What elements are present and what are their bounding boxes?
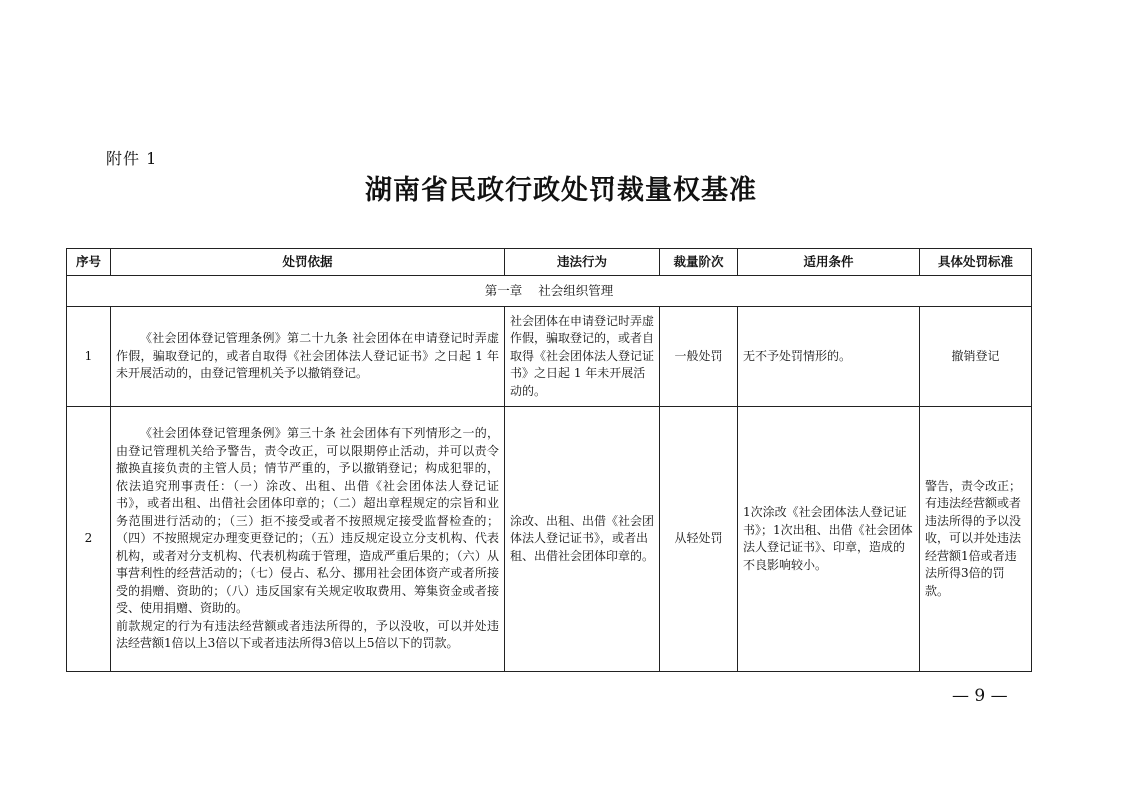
penalty-standard-cell: 撤销登记 xyxy=(920,307,1032,407)
document-title: 湖南省民政行政处罚裁量权基准 xyxy=(365,175,757,206)
header-penalty-basis: 处罚依据 xyxy=(111,249,505,276)
violation-cell: 涂改、出租、出借《社会团体法人登记证书》，或者出租、出借社会团体印章的。 xyxy=(505,407,660,672)
condition-cell: 无不予处罚情形的。 xyxy=(738,307,920,407)
header-penalty-standard: 具体处罚标准 xyxy=(920,249,1032,276)
penalty-table xyxy=(66,248,1032,672)
penalty-basis-text: 《社会团体登记管理条例》第三十条 社会团体有下列情形之一的，由登记管理机关给予警告，责令改正，可以限期停止活动，并可以责令撤换直接负责的主管人员；情节严重的，予以撤销登记；构成犯罪的，依法追究刑事责任：（一）涂改、出租、出借《社会团体法人登记证书》，或者出租、出借社会团体印章的；（二）超出章程规定的宗旨和业务范围进行活动的；（三）拒不接受或者不按照规定接受监督检查的；（四）不按照规定办理变更登记的；（五）违反规定设立分支机构、代表机构，或者对分支机构、代表机构疏于管理，造成严重后果的；（六）从事营利性的经营活动的；（七）侵占、私分、挪用社会团体资产或者所接受的捐赠、资助的；（八）违反国家有关规定收取费用、筹集资金或者接受、使用捐赠、资助的。 xyxy=(116,426,499,616)
table-header-row xyxy=(67,249,1032,276)
header-discretion-level: 裁量阶次 xyxy=(660,249,738,276)
penalty-standard-cell: 警告，责令改正；有违法经营额或者违法所得的予以没收，可以并处违法经营额1倍或者违法所得3倍的罚款。 xyxy=(920,407,1032,672)
header-applicable-condition: 适用条件 xyxy=(738,249,920,276)
condition-cell: 1次涂改《社会团体法人登记证书》；1次出租、出借《社会团体法人登记证书》、印章，造成的不良影响较小。 xyxy=(738,407,920,672)
row-number: 2 xyxy=(67,407,111,672)
table-row xyxy=(67,407,1032,672)
page-number: — 9 — xyxy=(952,686,1008,706)
attachment-label: 附件 1 xyxy=(106,149,158,168)
header-violation: 违法行为 xyxy=(505,249,660,276)
table-row xyxy=(67,307,1032,407)
penalty-basis-cell xyxy=(111,407,505,672)
penalty-basis-extra: 前款规定的行为有违法经营额或者违法所得的，予以没收，可以并处违法经营额1倍以上3倍以下或者违法所得3倍以上5倍以下的罚款。 xyxy=(116,618,499,651)
discretion-level-cell: 一般处罚 xyxy=(660,307,738,407)
chapter-label: 第一章 社会组织管理 xyxy=(484,283,614,299)
penalty-basis-cell xyxy=(111,307,505,407)
header-serial-number: 序号 xyxy=(67,249,111,276)
penalty-basis-text: 《社会团体登记管理条例》第二十九条 社会团体在申请登记时弄虚作假，骗取登记的，或者自取得《社会团体法人登记证书》之日起 1 年未开展活动的，由登记管理机关予以撤销登记。 xyxy=(116,331,499,381)
violation-cell: 社会团体在申请登记时弄虚作假，骗取登记的，或者自取得《社会团体法人登记证书》之日起 1 年未开展活动的。 xyxy=(505,307,660,407)
row-number: 1 xyxy=(67,307,111,407)
chapter-row xyxy=(67,276,1032,307)
discretion-level-cell: 从轻处罚 xyxy=(660,407,738,672)
